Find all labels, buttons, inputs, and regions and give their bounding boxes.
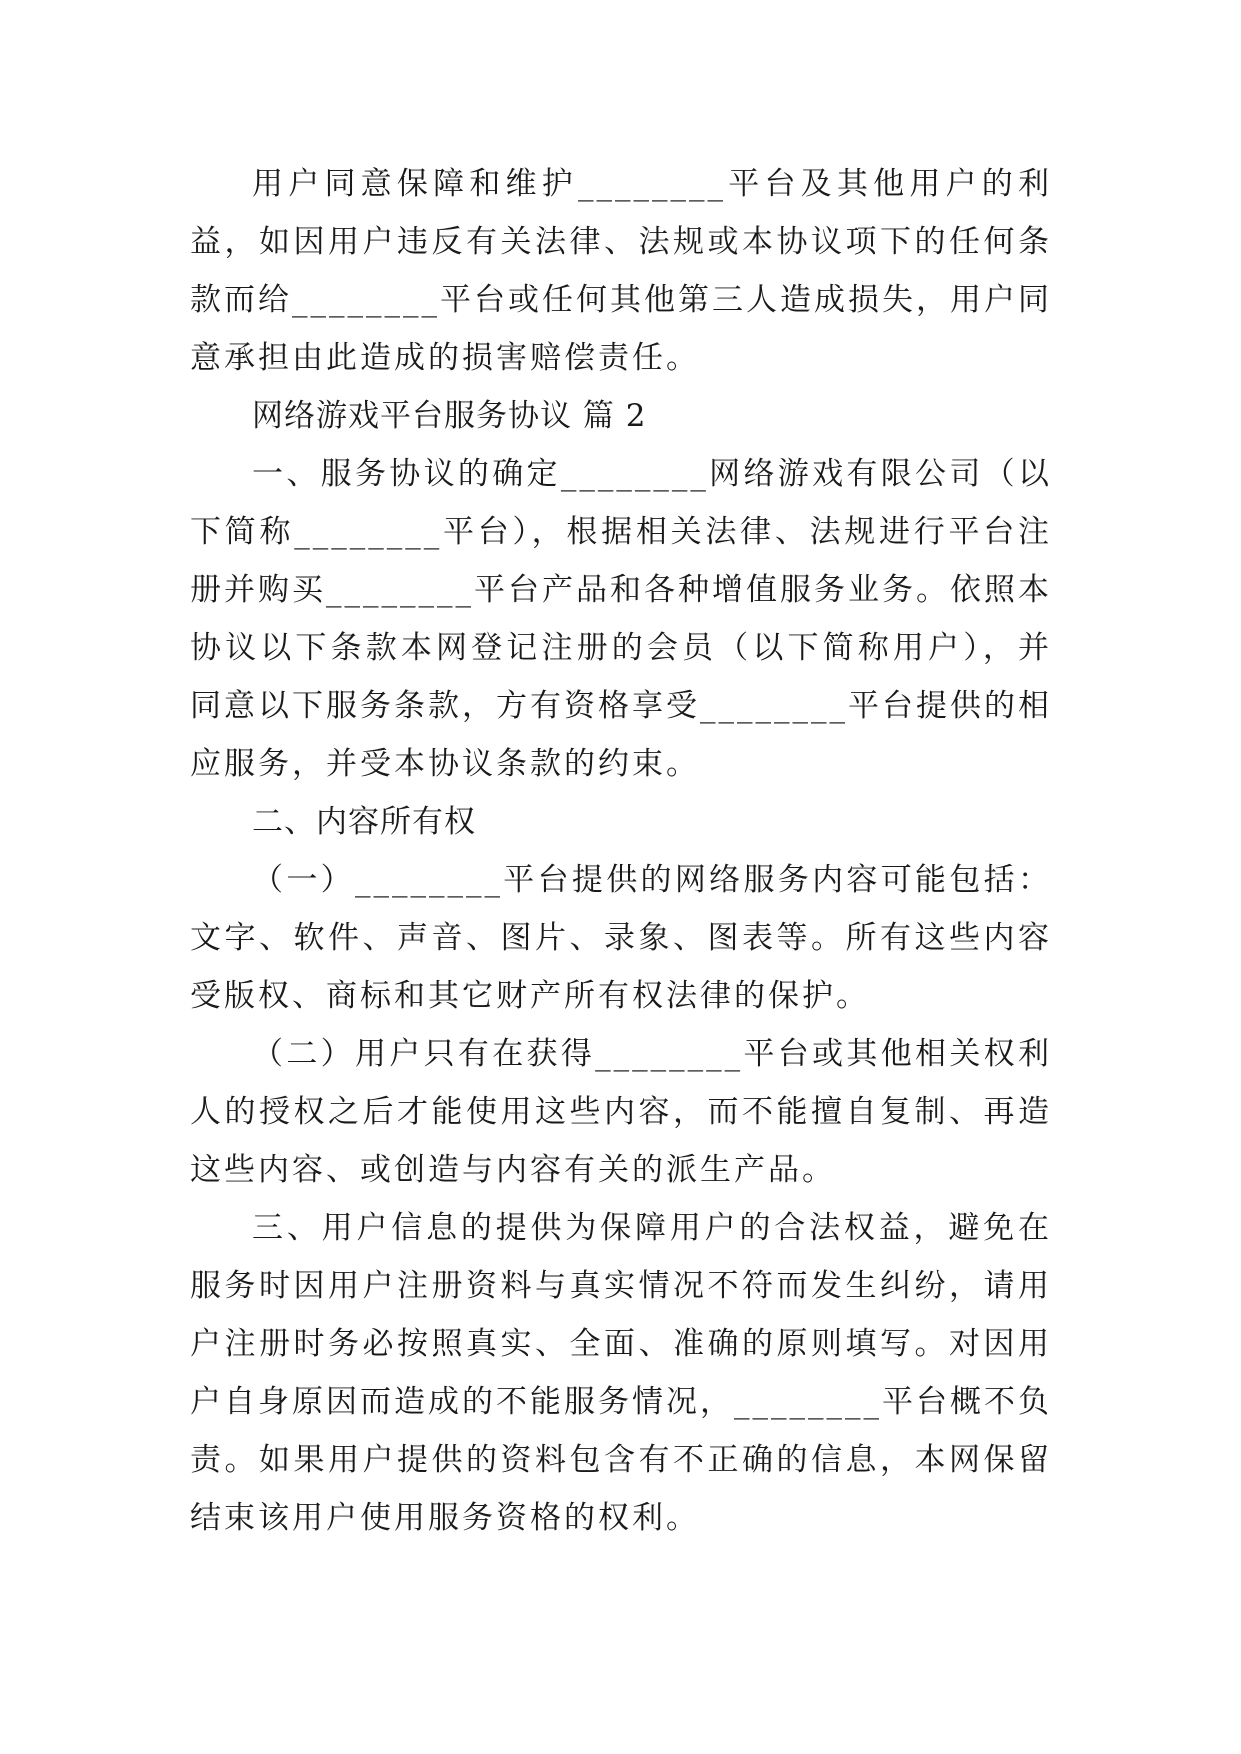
heading-content-ownership: 二、内容所有权 — [252, 804, 476, 840]
section-title: 网络游戏平台服务协议 篇 2 — [252, 398, 647, 434]
document-body — [190, 155, 1052, 1547]
paragraph-agreement-confirmation: 一、服务协议的确定________网络游戏有限公司（以下简称________平台），根据相关法律、法规进行平台注册并购买________平台产品和各种增值服务业务。依照本协议以下条款本网登记注册的会员（以下简称用户），并同意以下服务条款，方有资格享受________平台提供的相应服务，并受本协议条款的约束。 — [190, 456, 1052, 782]
paragraph-user-information: 三、用户信息的提供为保障用户的合法权益，避免在服务时因用户注册资料与真实情况不符而发生纠纷，请用户注册时务必按照真实、全面、准确的原则填写。对因用户自身原因而造成的不能服务情况，________平台概不负责。如果用户提供的资料包含有不正确的信息，本网保留结束该用户使用服务资格的权利。 — [190, 1210, 1052, 1536]
paragraph-content-scope: （一）________平台提供的网络服务内容可能包括：文字、软件、声音、图片、录象、图表等。所有这些内容受版权、商标和其它财产所有权法律的保护。 — [190, 862, 1052, 1014]
paragraph-indemnity: 用户同意保障和维护________平台及其他用户的利益，如因用户违反有关法律、法规或本协议项下的任何条款而给________平台或任何其他第三人造成损失，用户同意承担由此造成的损害赔偿责任。 — [190, 166, 1052, 376]
paragraph-usage-authorization: （二）用户只有在获得________平台或其他相关权利人的授权之后才能使用这些内容，而不能擅自复制、再造这些内容、或创造与内容有关的派生产品。 — [190, 1036, 1052, 1188]
